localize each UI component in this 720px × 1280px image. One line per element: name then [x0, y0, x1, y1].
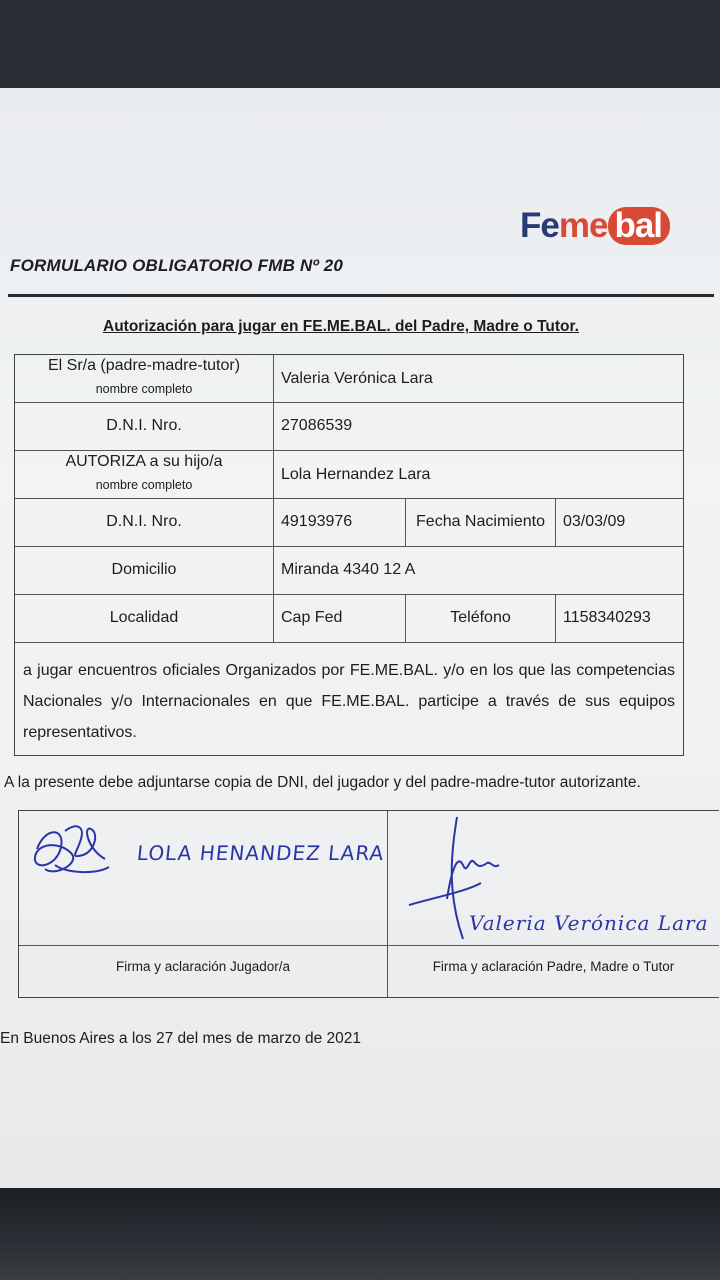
player-signature-caption: Firma y aclaración Jugador/a: [115, 959, 291, 974]
parent-name-value: Valeria Verónica Lara: [281, 370, 433, 387]
femebal-logo: [520, 206, 710, 246]
logo-text-fe: Fe: [520, 206, 559, 245]
parent-signature-caption: Firma y aclaración Padre, Madre o Tutor: [432, 959, 675, 974]
address-value: Miranda 4340 12 A: [281, 561, 416, 578]
row-divider: [15, 402, 683, 403]
signature-table: [18, 810, 719, 998]
dni-label: D.N.I. Nro.: [106, 417, 182, 434]
authorize-sublabel: nombre completo: [95, 478, 193, 492]
column-divider: [555, 594, 556, 642]
row-divider: [15, 450, 683, 451]
player-handwritten-name: LOLA HENANDEZ LARA: [135, 841, 386, 865]
locality-value: Cap Fed: [281, 609, 343, 626]
child-dni-value: 49193976: [281, 513, 353, 530]
dni-label: D.N.I. Nro.: [106, 513, 182, 530]
row-divider: [15, 498, 683, 499]
column-divider: [273, 355, 274, 642]
row-divider: [15, 546, 683, 547]
form-title: FORMULARIO OBLIGATORIO FMB Nº 20: [10, 256, 344, 275]
authorize-label: AUTORIZA a su hijo/a: [65, 453, 223, 470]
row-divider: [19, 945, 719, 946]
birth-date-label: Fecha Nacimiento: [416, 513, 545, 530]
row-divider: [15, 642, 683, 643]
title-divider: [8, 294, 714, 297]
row-divider: [15, 594, 683, 595]
logo-text-me: me: [558, 206, 608, 245]
parent-dni-value: 27086539: [281, 417, 353, 434]
birth-date-value: 03/03/09: [563, 513, 626, 530]
phone-label: Teléfono: [450, 609, 511, 626]
address-label: Domicilio: [111, 561, 177, 578]
child-name-value: Lola Hernandez Lara: [281, 466, 431, 483]
attachment-note: A la presente debe adjuntarse copia de DNI, del jugador y del padre-madre-tutor autorizante.: [4, 774, 641, 791]
authorization-table: [14, 354, 684, 756]
column-divider: [555, 498, 556, 546]
parent-label: El Sr/a (padre-madre-tutor): [47, 357, 241, 374]
closing-date-line: En Buenos Aires a los 27 del mes de marzo de 2021: [0, 1030, 362, 1047]
logo-text-bal: bal: [608, 207, 670, 245]
locality-label: Localidad: [109, 609, 179, 626]
parent-handwritten-name: Valeria Verónica Lara: [469, 911, 709, 935]
authorization-paragraph: a jugar encuentros oficiales Organizados por FE.ME.BAL. y/o en los que las competencias Nacionales y/o Internacionales en que FE.ME.BAL. participe a través de sus equipos representativos.: [23, 662, 675, 741]
phone-value: 1158340293: [563, 609, 651, 626]
form-subtitle: Autorización para jugar en FE.ME.BAL. del Padre, Madre o Tutor.: [103, 318, 579, 335]
background-surface: [0, 1188, 720, 1280]
form-document: [0, 88, 720, 1190]
parent-sublabel: nombre completo: [95, 382, 193, 396]
player-signature-scribble: [25, 819, 115, 889]
